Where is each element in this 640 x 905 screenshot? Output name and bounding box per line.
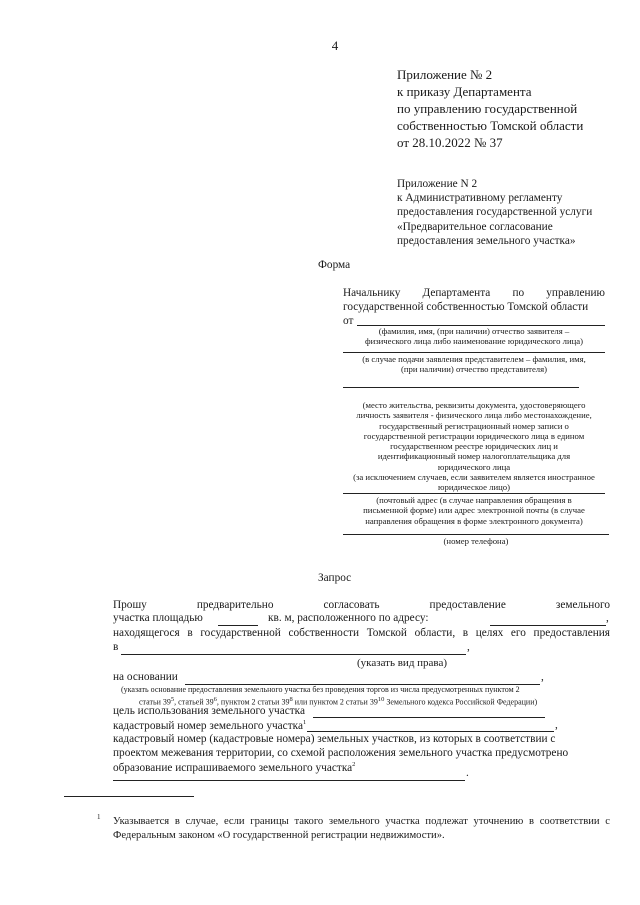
residence-field[interactable] [343, 387, 579, 388]
caption-part: или пунктом 2 статьи 39 [292, 697, 378, 707]
caption-line: юридическое лицо) [438, 482, 510, 493]
caption-part: Земельного кодекса Российской Федерации) [384, 697, 538, 707]
cadastral-label: кадастровый номер земельного участка [113, 719, 303, 732]
caption-line: (в случае подачи заявления представителем – фамилия, имя, [362, 354, 586, 364]
use-field[interactable] [313, 717, 545, 718]
caption-line: (указать основание предоставления земельного участка без проведения торгов из числа предусмотренных пунктом 2 [121, 685, 520, 694]
address-field[interactable] [490, 625, 606, 626]
cadastral-row [113, 719, 306, 732]
appendix-order-line: по управлению государственной [397, 101, 578, 116]
caption-line: юридического лица [437, 461, 511, 472]
right-type-caption: (указать вид права) [357, 657, 448, 669]
request-title: Запрос [318, 572, 352, 584]
caption-line: (место жительства, реквизиты документа, удостоверяющего [362, 400, 586, 410]
phone-field[interactable] [343, 534, 609, 535]
address-label: кв. м, расположенного по адресу: [268, 612, 429, 624]
from-label: от [343, 315, 354, 327]
phone-caption: (номер телефона) [443, 536, 509, 546]
request-line-3 [113, 627, 610, 639]
caption-line: физического лица либо наименование юридического лица) [364, 336, 584, 347]
caption-line: идентификационный номер налогоплательщика для [377, 451, 571, 462]
footnote-text: Указывается в случае, если границы такого земельного участка подлежат уточнению в соответствии с Федеральным законом «О государственной регистрации недвижимости». [113, 816, 610, 841]
caption-part: , пунктом 2 статьи 39 [216, 697, 290, 707]
period: . [466, 767, 469, 779]
addressee-line-2: государственной собственностью Томской области [343, 301, 589, 313]
caption-sup: 10 [377, 696, 385, 703]
footnote-ref: 2 [352, 761, 356, 768]
addressee-line-1: Начальнику Департамента по управлению [343, 287, 605, 299]
representative-field[interactable] [343, 352, 605, 353]
appendix-regulation-line: предоставления земельного участка» [397, 234, 576, 247]
caption-line: (при наличии) отчество представителя) [400, 364, 548, 375]
request-line-2b [268, 612, 428, 624]
representative-caption [343, 354, 605, 375]
caption-line: государственный регистрационный номер записи о [379, 420, 569, 431]
appendix-order-line: от 28.10.2022 № 37 [397, 135, 503, 150]
caption-line: (за исключением случаев, если заявителем является иностранное [353, 472, 595, 483]
appendix-regulation-line: к Административному регламенту [397, 192, 563, 205]
request-text: Прошу предварительно согласовать предоставление земельного [113, 599, 610, 611]
postal-field[interactable] [343, 493, 605, 494]
caption-sup: 5 [170, 696, 175, 703]
cadastral-multi-line-3 [113, 761, 355, 774]
caption-line: государственном реестре юридических лиц и [390, 441, 558, 452]
caption-line: личность заявителя - физического лица либо местонахождение, [356, 410, 592, 421]
appendix-regulation-line: Приложение N 2 [397, 178, 478, 190]
use-row [113, 705, 305, 717]
comma: , [555, 719, 558, 731]
area-label: участка площадью [113, 612, 203, 624]
appendix-regulation-line: «Предварительное согласование [397, 220, 553, 233]
basis-row [113, 671, 178, 683]
appendix-order-block [397, 66, 583, 151]
use-label: цель использования земельного участка [113, 705, 305, 717]
area-field[interactable] [218, 625, 258, 626]
appendix-regulation-line: предоставления государственной услуги [397, 206, 593, 219]
caption-line: государственной регистрации юридического лица в едином [363, 430, 585, 441]
caption-part: статьи 39 [139, 697, 171, 707]
footnote-ref: 1 [302, 719, 307, 726]
applicant-caption [343, 326, 605, 347]
basis-label: на основании [113, 671, 178, 683]
footnote-separator [64, 796, 194, 797]
caption-line: (почтовый адрес (в случае направления обращения в [376, 495, 572, 505]
footnote-mark: 1 [97, 813, 101, 821]
request-line-1 [113, 598, 610, 612]
right-type-field[interactable] [121, 654, 466, 655]
request-line-4 [113, 641, 118, 653]
cadastral-multi-line-1: кадастровый номер (кадастровые номера) земельных участков, из которых в соответствии с [113, 733, 556, 745]
cadastral-multi-line-2: проектом межевания территории, со схемой расположения земельного участка предусмотрено [113, 747, 569, 759]
comma: , [606, 612, 609, 624]
comma: , [541, 671, 544, 683]
appendix-order-line: к приказу Департамента [397, 84, 532, 99]
prefix-v: в [113, 641, 119, 653]
caption-part: , статьей 39 [174, 697, 214, 707]
addressee-block [343, 286, 605, 328]
caption-line: (фамилия, имя, (при наличии) отчество заявителя – [378, 326, 570, 336]
appendix-regulation-block [397, 177, 592, 248]
caption-sup: 8 [289, 696, 293, 703]
page-number: 4 [331, 38, 339, 53]
appendix-order-line: собственностью Томской области [397, 118, 584, 133]
cadastral-multi-text: образование испрашиваемого земельного участка [113, 761, 353, 774]
form-label: Форма [318, 259, 351, 271]
caption-line: направления обращения в форме электронного документа) [365, 515, 583, 526]
residence-caption [343, 400, 605, 493]
appendix-order-line: Приложение № 2 [397, 67, 493, 82]
caption-line: письменной форме) или адрес электронной почты (в случае [363, 505, 585, 516]
request-line-2 [113, 612, 203, 624]
caption-sup: 6 [213, 696, 217, 703]
cadastral-field[interactable] [307, 731, 554, 732]
cadastral-multi-field[interactable] [113, 780, 465, 781]
postal-caption [343, 495, 605, 526]
comma: , [467, 641, 470, 653]
request-text: находящегося в государственной собственности Томской области, в целях его предоставления [113, 627, 610, 639]
